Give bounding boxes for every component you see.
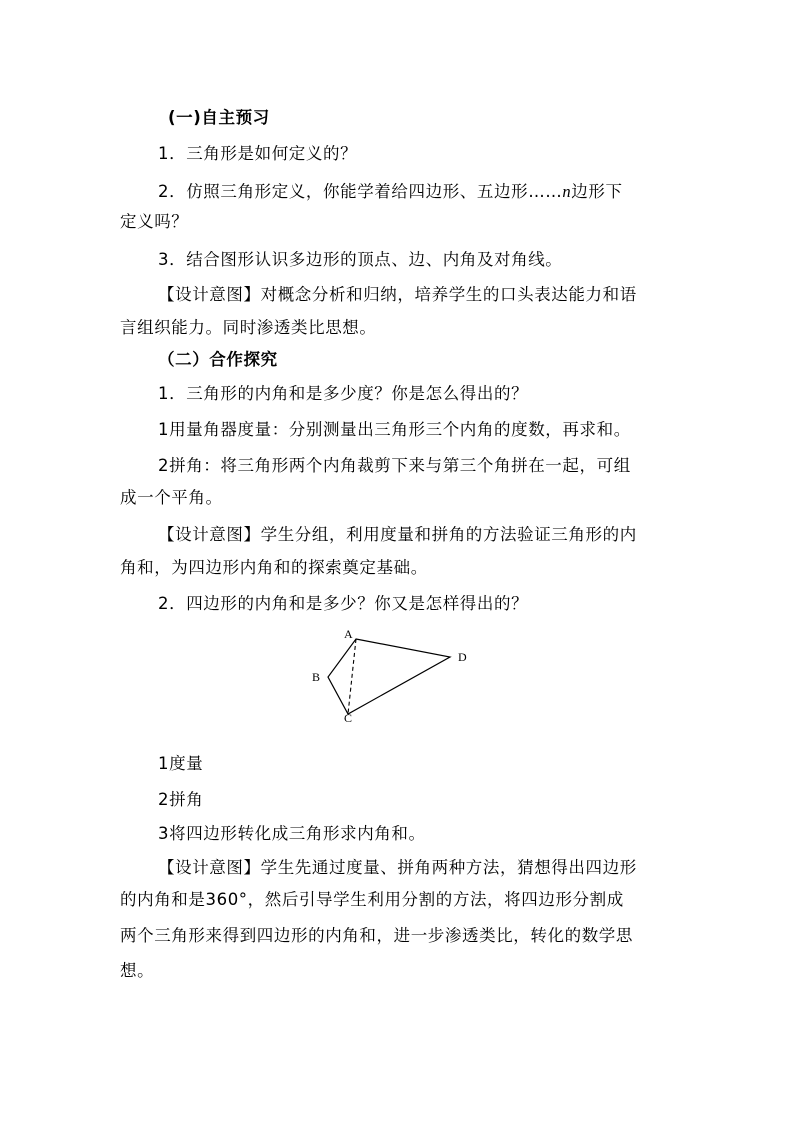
explore-design-intent-1-line-2: 角和，为四边形内角和的探索奠定基础。 — [120, 558, 428, 577]
preview-question-2-line-1 — [158, 182, 728, 202]
explore-method-2-line-2: 成一个平角。 — [120, 488, 223, 507]
preview-question-1: 1．三角形是如何定义的？ — [158, 144, 358, 163]
explore-design-intent-1-line-1: 【设计意图】学生分组，利用度量和拼角的方法验证三角形的内 — [158, 525, 637, 544]
explore-method-1: 1用量角器度量：分别测量出三角形三个内角的度数，再求和。 — [158, 420, 631, 439]
preview-question-2-variable: n — [562, 182, 572, 201]
preview-question-3: 3．结合图形认识多边形的顶点、边、内角及对角线。 — [158, 250, 563, 269]
explore-step-3: 3将四边形转化成三角形求内角和。 — [158, 824, 426, 843]
preview-question-2-text-b: 边形下 — [571, 182, 623, 201]
diagonal-ac — [348, 639, 356, 714]
explore-design-intent-2-line-1: 【设计意图】学生先通过度量、拼角两种方法，猜想得出四边形 — [158, 858, 637, 877]
section-heading-explore: （二）合作探究 — [158, 350, 278, 369]
explore-design-intent-2-line-2: 的内角和是360°，然后引导学生利用分割的方法，将四边形分割成 — [120, 890, 624, 909]
vertex-label-a: A — [344, 627, 353, 641]
explore-design-intent-2-line-4: 想。 — [120, 961, 155, 980]
explore-step-1: 1度量 — [158, 754, 204, 773]
vertex-label-d: D — [458, 650, 467, 664]
quadrilateral-figure — [300, 624, 480, 728]
preview-design-intent-line-1: 【设计意图】对概念分析和归纳，培养学生的口头表达能力和语 — [158, 285, 637, 304]
section-heading-preview: (一)自主预习 — [168, 108, 270, 127]
explore-design-intent-2-line-3: 两个三角形来得到四边形的内角和，进一步渗透类比，转化的数学思 — [120, 926, 633, 945]
explore-step-2: 2拼角 — [158, 790, 204, 809]
vertex-label-b: B — [312, 670, 321, 684]
quadrilateral-outline — [328, 639, 450, 714]
vertex-label-c: C — [344, 711, 353, 725]
preview-question-2-text-a: 2．仿照三角形定义，你能学着给四边形、五边形…… — [158, 182, 563, 201]
explore-question-1: 1．三角形的内角和是多少度？你是怎么得出的？ — [158, 384, 529, 403]
explore-method-2-line-1: 2拼角：将三角形两个内角裁剪下来与第三个角拼在一起，可组 — [158, 456, 631, 475]
preview-design-intent-line-2: 言组织能力。同时渗透类比思想。 — [120, 318, 377, 337]
preview-question-2-line-2: 定义吗？ — [120, 212, 189, 231]
explore-question-2: 2．四边形的内角和是多少？你又是怎样得出的？ — [158, 594, 529, 613]
